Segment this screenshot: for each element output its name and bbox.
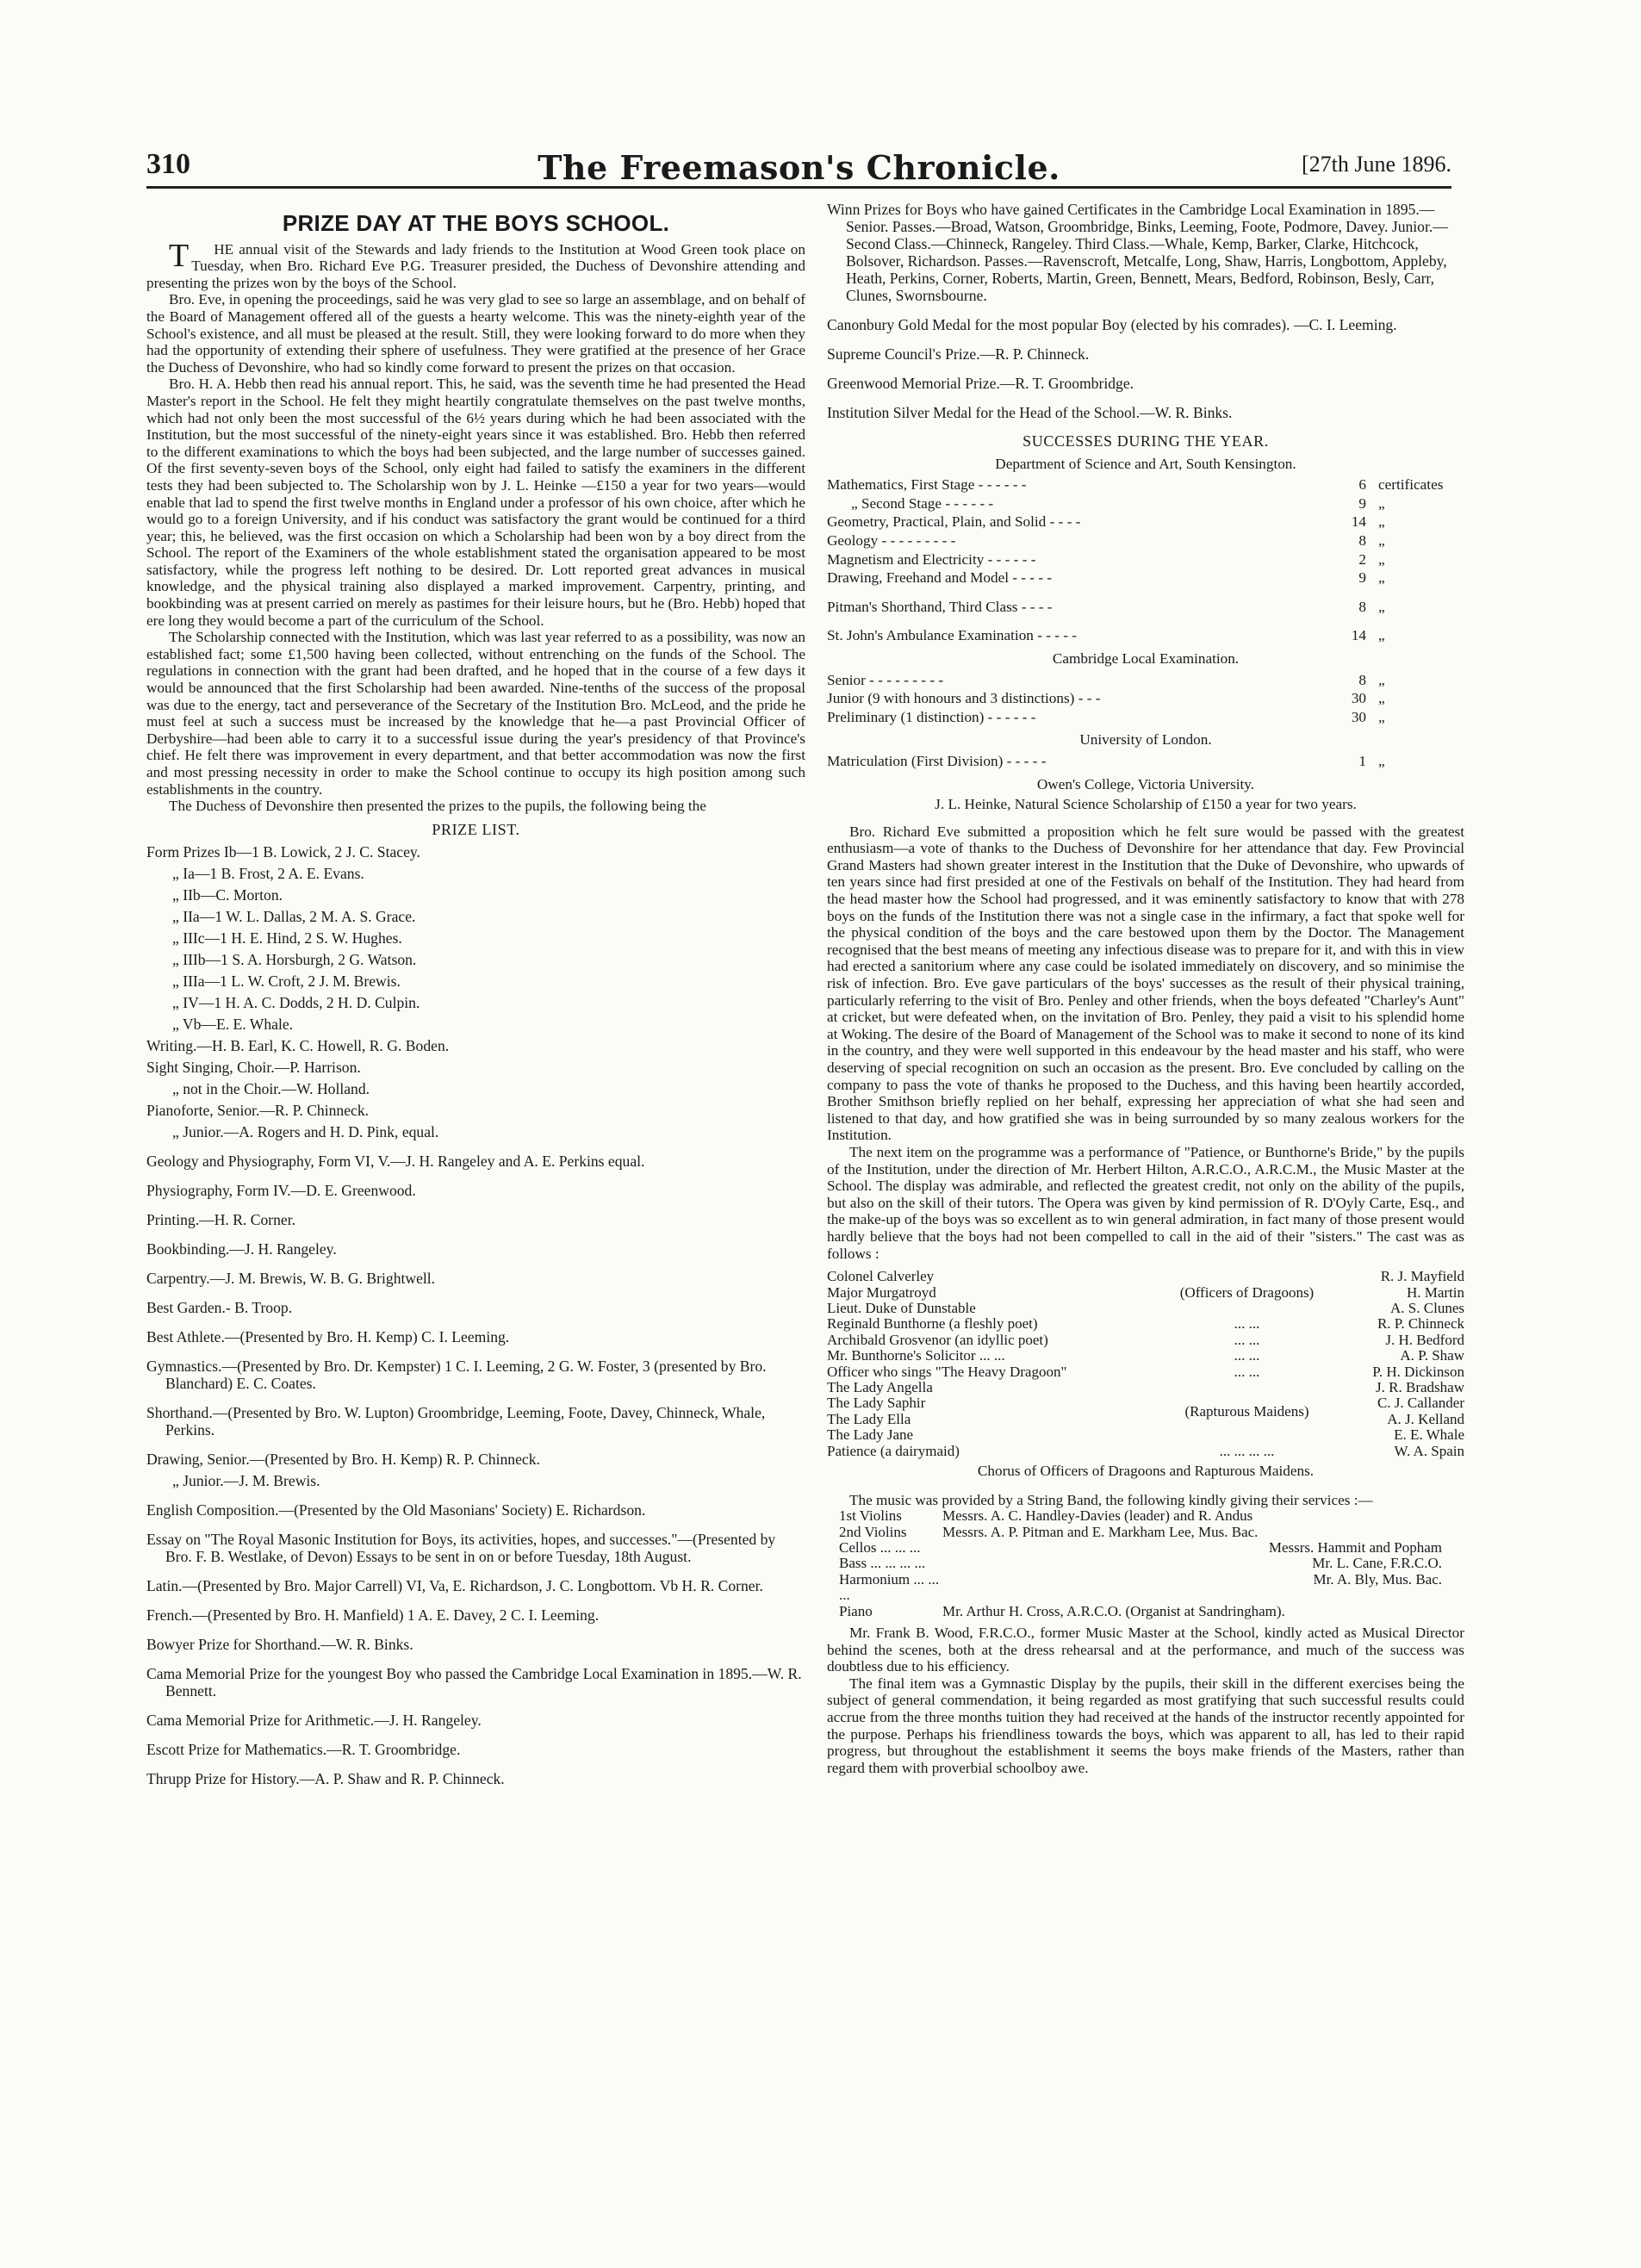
table-row: Lieut. Duke of Dunstable A. S. Clunes <box>827 1299 1464 1316</box>
prize-entry: Greenwood Memorial Prize.—R. T. Groombridge. <box>827 375 1134 392</box>
table-row: Archibald Grosvenor (an idyllic poet) ... ... J. H. Bedford <box>827 1331 1464 1348</box>
prize-entry: Canonbury Gold Medal for the most popular Boy (elected by his comrades). —C. I. Leeming. <box>827 316 1397 333</box>
table-row: Preliminary (1 distinction) - - - - - - 30 „ <box>827 708 1385 725</box>
table-row: Harmonium ... ... ... Mr. A. Bly, Mus. Bac. <box>839 1570 1442 1604</box>
heinke-line: J. L. Heinke, Natural Science Scholarship of £150 a year for two years. <box>935 796 1357 813</box>
article-paragraph: The Duchess of Devonshire then presented the prizes to the pupils, the following being the <box>169 798 706 815</box>
form-prize: „ IV—1 H. A. C. Dodds, 2 H. D. Culpin. <box>172 994 420 1012</box>
table-row: 1st Violins Messrs. A. C. Handley-Davies (leader) and R. Andus <box>839 1507 1253 1525</box>
prize-entry: Bookbinding.—J. H. Rangeley. <box>146 1240 337 1258</box>
form-prize: „ Ia—1 B. Frost, 2 A. E. Evans. <box>172 865 364 883</box>
table-row: Drawing, Freehand and Model - - - - - 9 „ <box>827 569 1385 587</box>
prize-entry: Escott Prize for Mathematics.—R. T. Groombridge. <box>146 1741 461 1759</box>
chorus-line: Chorus of Officers of Dragoons and Rapturous Maidens. <box>977 1463 1315 1479</box>
prize-entry: French.—(Presented by Bro. H. Manfield) 1 A. E. Davey, 2 C. I. Leeming. <box>146 1606 600 1625</box>
science-table <box>827 475 1464 645</box>
table-row: 2nd Violins Messrs. A. P. Pitman and E. Markham Lee, Mus. Bac. <box>839 1523 1259 1540</box>
prize-entry: Geology and Physiography, Form VI, V.—J. H. Rangeley and A. E. Perkins equal. <box>146 1153 645 1171</box>
table-row: Piano Mr. Arthur H. Cross, A.R.C.O. (Organist at Sandringham). <box>839 1602 1285 1619</box>
group-label: (Rapturous Maidens) <box>1184 1402 1309 1420</box>
prize-entry: „ not in the Choir.—W. Holland. <box>172 1080 370 1098</box>
table-row: Senior - - - - - - - - - 8 „ <box>827 671 1385 688</box>
table-row: St. John's Ambulance Examination - - - - - 14 „ <box>827 627 1385 644</box>
department-heading: Department of Science and Art, South Kensington. <box>995 455 1296 472</box>
prize-list-heading: PRIZE LIST. <box>432 820 520 838</box>
prize-entry: Shorthand.—(Presented by Bro. W. Lupton) Groombridge, Leeming, Foote, Davey, Chinneck, Whale, Perkins. <box>146 1404 766 1439</box>
prize-entry: Physiography, Form IV.—D. E. Greenwood. <box>146 1182 416 1200</box>
prize-entry: „ Junior.—J. M. Brewis. <box>172 1472 320 1490</box>
left-column <box>146 196 805 1787</box>
table-row: Mathematics, First Stage - - - - - - 6 certificates <box>827 476 1444 494</box>
prize-entry: Institution Silver Medal for the Head of the School.—W. R. Binks. <box>827 404 1233 421</box>
london-heading: University of London. <box>1079 731 1212 749</box>
table-row: The Lady Saphir C. J. Callander <box>827 1395 1464 1412</box>
prize-entry: Essay on "The Royal Masonic Institution for Boys, its activities, hopes, and successes."—(Presented by Bro. F. B. Westlake, of Devon) Essays to be sent in on or before Tuesday, 18th August. <box>146 1531 776 1566</box>
table-row: Matriculation (First Division) - - - - - 1 „ <box>827 752 1385 769</box>
prize-entry: Carpentry.—J. M. Brewis, W. B. G. Brightwell. <box>146 1270 436 1288</box>
table-row: The Lady Jane E. E. Whale <box>827 1426 1464 1444</box>
article-paragraph: The next item on the programme was a performance of "Patience, or Bunthorne's Bride," by the pupils of the Institution, under the direction of Mr. Herbert Hilton, A.R.C.O., A.R.C.M., the Music Master at the School. The display was admirable, and reflected the greatest credit, not only on the ability of the pupils, but also on the skill of their tutors. The Opera was given by kind permission of R. D'Oyly Carte, Esq., and the make-up of the boys was so excellent as to win general admiration, in fact many of those present would hardly believe that the boys had not been compelled to call in the aid of their "sisters." The cast was as follows : <box>827 1143 1464 1262</box>
form-prize: „ Vb—E. E. Whale. <box>172 1016 294 1034</box>
london-table <box>827 752 1464 771</box>
prize-entry: Drawing, Senior.—(Presented by Bro. H. Kemp) R. P. Chinneck. <box>146 1451 540 1469</box>
cast-table <box>827 1269 1464 1459</box>
table-row: Cellos ... ... ... Messrs. Hammit and Popham <box>839 1539 1442 1556</box>
successes-heading: SUCCESSES DURING THE YEAR. <box>1023 432 1269 450</box>
prize-entry: Best Garden.- B. Troop. <box>146 1299 293 1317</box>
table-row: Geology - - - - - - - - - 8 „ <box>827 531 1385 549</box>
table-row: Junior (9 with honours and 3 distinctions) - - - 30 „ <box>827 690 1385 707</box>
prize-entry: Sight Singing, Choir.—P. Harrison. <box>146 1059 361 1077</box>
owens-heading: Owen's College, Victoria University. <box>1036 775 1255 792</box>
table-row: Reginald Bunthorne (a fleshly poet) ... ... R. P. Chinneck <box>827 1315 1464 1333</box>
prize-entry: „ Junior.—A. Rogers and H. D. Pink, equal. <box>172 1123 439 1141</box>
cambridge-table <box>827 671 1464 727</box>
form-prize: Form Prizes Ib—1 B. Lowick, 2 J. C. Stacey. <box>146 843 420 861</box>
table-row: Major Murgatroyd H. Martin <box>827 1283 1464 1301</box>
group-label: (Officers of Dragoons) <box>1179 1283 1315 1301</box>
prize-entry: Cama Memorial Prize for the youngest Boy who passed the Cambridge Local Examination in 1895.—W. R. Bennett. <box>146 1665 802 1700</box>
prize-entry: Cama Memorial Prize for Arithmetic.—J. H. Rangeley. <box>146 1712 482 1730</box>
table-row: Geometry, Practical, Plain, and Solid - - - - 14 „ <box>827 513 1385 531</box>
table-row: Colonel Calverley (Officers of Dragoons) R. J. Mayfield <box>827 1269 1464 1284</box>
table-row: Patience (a dairymaid) ... ... ... ... W. A. Spain <box>827 1442 1464 1459</box>
prize-entry: Supreme Council's Prize.—R. P. Chinneck. <box>827 345 1090 363</box>
issue-date: [27th June 1896. <box>1301 152 1451 177</box>
prize-entry: Gymnastics.—(Presented by Bro. Dr. Kempster) 1 C. I. Leeming, 2 G. W. Foster, 3 (presented by Bro. Blanchard) E. C. Coates. <box>146 1358 767 1393</box>
prize-entry: Bowyer Prize for Shorthand.—W. R. Binks. <box>146 1636 413 1654</box>
page-header <box>146 148 1451 191</box>
table-row: Magnetism and Electricity - - - - - - 2 „ <box>827 550 1385 568</box>
table-row: „ Second Stage - - - - - - 9 „ <box>851 494 1385 512</box>
page-number: 310 <box>146 148 190 180</box>
article-paragraph: The final item was a Gymnastic Display by the pupils, their skill in the different exercises being the subject of general commendation, it being regarded as most gratifying that such successful results could accrue from the three months tuition they had received at the hands of the instructor recently appointed for the purpose. Perhaps his friendliness towards the boys, which was apparent to all, has led to their rapid progress, but throughout the establishment it seems the boys make friends of the Masters, rather than regard them with proverbial schoolboy awe. <box>827 1675 1464 1776</box>
header-rule <box>146 186 1451 189</box>
form-prize: „ IIa—1 W. L. Dallas, 2 M. A. S. Grace. <box>172 908 416 926</box>
prize-entry: Pianoforte, Senior.—R. P. Chinneck. <box>146 1102 370 1120</box>
prize-entry: Best Athlete.—(Presented by Bro. H. Kemp) C. I. Leeming. <box>146 1328 510 1346</box>
table-row: Officer who sings "The Heavy Dragoon" ... ... P. H. Dickinson <box>827 1363 1464 1380</box>
article-paragraph: The music was provided by a String Band, the following kindly giving their services :— <box>849 1491 1373 1508</box>
article-paragraph: Bro. H. A. Hebb then read his annual report. This, he said, was the seventh time he had presented the Head Master's report in the School. He felt they might heartily congratulate themselves on the past twelve months, which had not only been the most successful of the 6½ years during which he had been associated with the Institution, but the most successful of the ninety-eight years since it was established. Bro. Hebb then referred to the different examinations to which the boys had been subjected, and the large number of successes gained. Of the first seventy-seven boys of the School, only eight had failed to satisfy the examiners in the different tests they had been subjected to. The Scholarship won by J. L. Heinke —£150 a year for two years—would enable that lad to spend the first twelve months in England under a professor of his own choice, after which he would go to a foreign University, and if his conduct was satisfactory the grant would be continued for a third year; this, he believed, was the first occasion on which a Scholarship had been won by a boy direct from the School. The report of the Examiners of the whole establishment stated the organisation appeared to be most satisfactory, while the progress left nothing to be desired. Dr. Lott reported great advances in musical knowledge, and the physical training also displayed a marked improvement. Carpentry, printing, and bookbinding was at present carried on merely as pastimes for their leisure hours, but he (Bro. Hebb) hoped that ere long they would become a part of the curriculum of the School. <box>146 376 805 629</box>
right-column <box>827 196 1464 1776</box>
band-table <box>839 1508 1476 1619</box>
table-row: The Lady Ella A. J. Kelland <box>827 1410 1464 1427</box>
prize-entry: Thrupp Prize for History.—A. P. Shaw and R. P. Chinneck. <box>146 1770 505 1788</box>
table-row: The Lady Angella (Rapturous Maidens) J. R. Bradshaw <box>827 1380 1464 1395</box>
table-row: Bass ... ... ... ... Mr. L. Cane, F.R.C.O. <box>839 1555 1442 1572</box>
prize-entry: Latin.—(Presented by Bro. Major Carrell) VI, Va, E. Richardson, J. C. Longbottom. Vb H. R. Corner. <box>146 1577 763 1595</box>
article-paragraph: Mr. Frank B. Wood, F.R.C.O., former Music Master at the School, kindly acted as Musical Director behind the scenes, both at the dress rehearsal and at the performance, and much of the success was doubtless due to his efficiency. <box>827 1625 1464 1675</box>
table-row: Pitman's Shorthand, Third Class - - - - 8 „ <box>827 598 1385 615</box>
prize-entry: Winn Prizes for Boys who have gained Certificates in the Cambridge Local Examination in 1895.—Senior. Passes.—Broad, Watson, Groombridge, Binks, Leeming, Foote, Podmore, Davey. Junior.—Second Class.—Chinneck, Rangeley. Third Class.—Whale, Kemp, Barker, Clarke, Hitchcock, Bolsover, Richardson. Passes.—Ravenscroft, Metcalfe, Long, Shaw, Harris, Longbottom, Appleby, Heath, Perkins, Corner, Roberts, Martin, Green, Bennett, Mears, Bedford, Robinson, Besly, Carr, Clunes, Swornsbourne. <box>827 201 1448 304</box>
cambridge-heading: Cambridge Local Examination. <box>1052 649 1240 667</box>
prize-entry: English Composition.—(Presented by the Old Masonians' Society) E. Richardson. <box>146 1501 646 1519</box>
table-row: Mr. Bunthorne's Solicitor ... ... ... ... A. P. Shaw <box>827 1347 1464 1364</box>
form-prize: „ IIIb—1 S. A. Horsburgh, 2 G. Watson. <box>172 951 417 969</box>
form-prize: „ IIIc—1 H. E. Hind, 2 S. W. Hughes. <box>172 929 402 948</box>
article-paragraph: Bro. Richard Eve submitted a proposition which he felt sure would be passed with the greatest enthusiasm—a vote of thanks to the Duchess of Devonshire for her attendance that day. Few Provincial Grand Masters had shown greater interest in the Institution that the Duke of Devonshire, who upwards of ten years since had first presided at one of the Festivals on behalf of the Institution. They had heard from the head master how the School had progressed, and it was eminently satisfactory to know that with 278 boys on the funds of the Institution there was not a single case in the infirmary, a fact that spoke well for the physical condition of the boys and the care bestowed upon them by the Doctor. The Management recognised that the best means of meeting any infectious disease was to prepare for it, and with this in view had erected a sanitorium where any case could be isolated immediately on discovery, and so minimise the risk of infection. Bro. Eve gave particulars of the boys' successes as the result of their physical training, particularly referring to the visit of Bro. Penley and other friends, when the boys defeated "Charley's Aunt" at cricket, but were defeated when, on the invitation of Bro. Penley, they paid a visit to his splendid home at Woking. The desire of the Board of Management of the School was to make it second to none of its kind in the country, and they were well supported in this endeavour by the head master and his staff, who were deserving of special recognition on such an occasion as the present. Bro. Eve concluded by calling on the company to pass the vote of thanks he proposed to the Duchess, and this having been heartily accorded, Brother Smithson briefly replied on her behalf, expressing her appreciation of what she had seen and listened to that day, and how gratified she was in being surrounded by so many zealous workers for the Institution. <box>827 823 1464 1144</box>
prize-entry: Printing.—H. R. Corner. <box>146 1211 296 1229</box>
article-paragraph: The Scholarship connected with the Institution, which was last year referred to as a possibility, was now an established fact; some £1,500 having been collected, without entrenching on the funds of the School. The regulations in connection with the grant had been drafted, and he hoped that in the course of a few days it would be announced that the first Scholarship had been awarded. Nine-tenths of the success of the proposal was due to the energy, tact and perseverance of the Secretary of the Institution Bro. McLeod, and the pride he must feel at such a success must be increased by the knowledge that he—a past Provincial Officer of Derbyshire—had been able to carry it to a successful issue during the year's presidency of that Province's chief. He felt there was improvement in every department, and that better accommodation was now the first and most pressing necessity in order to make the School continue to occupy its high position among such establishments in the country. <box>146 629 805 798</box>
article-paragraph: Bro. Eve, in opening the proceedings, said he was very glad to see so large an assemblage, and on behalf of the Board of Management offered all of the guests a hearty welcome. This was the ninety-eighth year of the School's existence, and all must be pleased at the result. Still, they were looking forward to do more when they had the opportunity of extending their sphere of usefulness. They were gratified at the presence of her Grace the Duchess of Devonshire, who had so kindly come forward to present the prizes on that occasion. <box>146 291 805 376</box>
article-title: PRIZE DAY AT THE BOYS SCHOOL. <box>282 210 670 236</box>
prize-entry: Writing.—H. B. Earl, K. C. Howell, R. G. Boden. <box>146 1037 450 1055</box>
form-prize: „ IIb—C. Morton. <box>172 886 283 904</box>
masthead: The Freemason's Chronicle. <box>538 148 1060 187</box>
form-prize: „ IIIa—1 L. W. Croft, 2 J. M. Brewis. <box>172 972 401 991</box>
article-paragraph: THE annual visit of the Stewards and lady friends to the Institution at Wood Green took place on Tuesday, when Bro. Richard Eve P.G. Treasurer presided, the Duchess of Devonshire attending and presenting the prizes won by the boys of the School. <box>146 237 805 291</box>
